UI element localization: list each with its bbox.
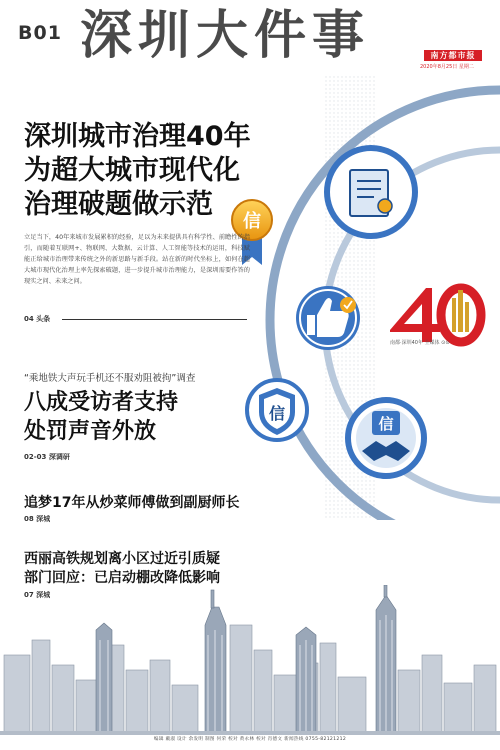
story3-page-ref: 08 深城 (24, 515, 51, 523)
story2-headline (24, 388, 234, 446)
credit-shield-icon (247, 380, 307, 440)
handshake-credit-icon (348, 400, 424, 476)
lead-headline-line: 治理破题做示范 (24, 189, 213, 220)
handshake-text: 信 (378, 415, 394, 433)
paper-logo: 南方都市报 (424, 50, 482, 61)
story3-headline: 追梦17年从炒菜师傅做到副厨师长 (24, 495, 240, 511)
section-code: B01 (18, 22, 62, 44)
divider (62, 319, 247, 320)
story4-page-ref: 07 深城 (24, 591, 51, 599)
story4-headline-line: 部门回应：已启动棚改降低影响 (24, 570, 220, 586)
lead-headline-line: 深圳城市治理40年 (24, 121, 251, 152)
story4-headline-line: 西丽高铁规划离小区过近引质疑 (24, 551, 220, 567)
shenzhen-skyline (0, 585, 500, 735)
medal-text: 信 (243, 211, 261, 232)
anniversary-40-logo (386, 280, 486, 360)
lead-headline-line: 为超大城市现代化 (24, 155, 240, 186)
paper-date: 2020年8月25日 星期二 (420, 64, 474, 70)
lead-headline (24, 120, 289, 222)
certificate-icon (327, 148, 415, 236)
story2-kicker: “乘地铁大声玩手机还不服劝阻被拘”调查 (24, 373, 196, 384)
lead-body: 立足当下，40年来城市发展累积的经验，足以为未来提供具有科学性、前瞻性的指引，而随着互联网+、物联网、大数据、云计算、人工智能等技术的运用，科技赋能正给城市治理带来传统之外的新思路与新手段。站在新的时代坐标上，如何在超大城市现代化治理上率先探索破题，进一步提升城市治理能力，是深圳需要作答的现实之问、未来之问。 (24, 234, 250, 285)
story2-page-ref: 02-03 深调研 (24, 453, 70, 461)
lead-page-ref: 04 头条 (24, 315, 51, 323)
anniversary-number-4 (390, 288, 440, 342)
footer-credits: 编辑 戴淑 设计 余发明 制图 何荣 校对 黄永林 校对 肖德文 新闻热线 0755-82121212 (153, 737, 347, 742)
thumbs-up-icon (296, 286, 360, 350)
section-title: 深圳大件事 (80, 6, 371, 66)
anniversary-caption: 南都·深圳40年 全媒体 ⊙⊙ (390, 340, 450, 346)
story2-headline-line: 八成受访者支持 (24, 390, 179, 415)
story2-headline-line: 处罚声音外放 (24, 419, 157, 444)
story4-headline (24, 550, 220, 588)
shield-text: 信 (268, 404, 286, 423)
